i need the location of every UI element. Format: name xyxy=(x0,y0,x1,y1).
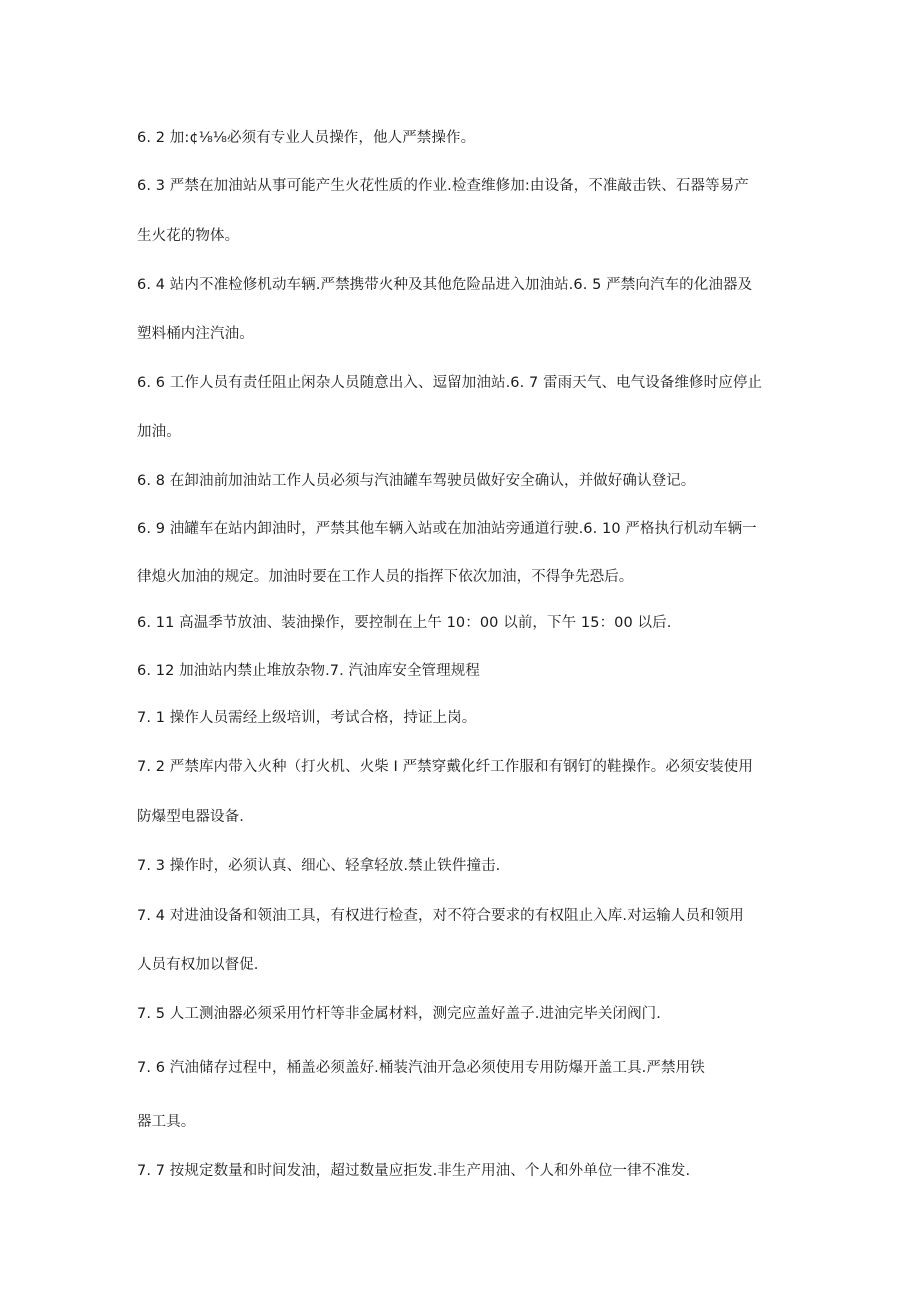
text-line-7-6: 7. 6 汽油储存过程中，桶盖必须盖好.桶装汽油开急必须使用专用防爆开盖工具.严禁用铁 xyxy=(137,1060,705,1076)
text-line-7-2-cont: 防爆型电器设备. xyxy=(137,809,244,825)
text-line-7-5: 7. 5 人工测油器必须采用竹杆等非金属材料，测完应盖好盖子.进油完毕关闭阀门. xyxy=(137,1006,661,1022)
text-line-6-4: 6. 4 站内不准检修机动车辆.严禁携带火种及其他危险品进入加油站.6. 5 严禁向汽车的化油器及 xyxy=(137,277,753,293)
text-line-6-6: 6. 6 工作人员有责任阻止闲杂人员随意出入、逗留加油站.6. 7 雷雨天气、电气设备维修时应停止 xyxy=(137,375,763,391)
text-line-7-4: 7. 4 对进油设备和领油工具，有权进行检查，对不符合要求的有权阻止入库.对运输人员和领用 xyxy=(137,908,744,924)
text-line-7-7: 7. 7 按规定数量和时间发油，超过数量应拒发.非生产用油、个人和外单位一律不准发. xyxy=(137,1163,691,1179)
text-line-6-5-cont: 塑料桶内注汽油。 xyxy=(137,326,254,342)
text-line-6-12: 6. 12 加油站内禁止堆放杂物.7. 汽油库安全管理规程 xyxy=(137,663,480,679)
text-line-6-7-cont: 加油。 xyxy=(137,424,181,440)
text-line-7-3: 7. 3 操作时，必须认真、细心、轻拿轻放.禁止铁件撞击. xyxy=(137,858,501,874)
text-line-7-1: 7. 1 操作人员需经上级培训，考试合格，持证上岗。 xyxy=(137,710,477,726)
text-line-6-2: 6. 2 加:¢⅛⅛必须有专业人员操作，他人严禁操作。 xyxy=(137,130,476,146)
text-line-6-3: 6. 3 严禁在加油站从事可能产生火花性质的作业.检查维修加:由设备，不准敲击铁、石器等易产 xyxy=(137,178,749,194)
text-line-7-2: 7. 2 严禁库内带入火种（打火机、火柴 I 严禁穿戴化纤工作服和有钢钉的鞋操作。必须安装使用 xyxy=(137,759,753,775)
text-line-7-4-cont: 人员有权加以督促. xyxy=(137,957,259,973)
text-line-6-8: 6. 8 在卸油前加油站工作人员必须与汽油罐车驾驶员做好安全确认，并做好确认登记。 xyxy=(137,473,696,489)
text-line-6-9: 6. 9 油罐车在站内卸油时，严禁其他车辆入站或在加油站旁通道行驶.6. 10 严格执行机动车辆一 xyxy=(137,521,757,537)
text-line-7-6-cont: 器工具。 xyxy=(137,1114,196,1130)
text-line-6-3-cont: 生火花的物体。 xyxy=(137,228,240,244)
text-line-6-10-cont: 律熄火加油的规定。加油时要在工作人员的指挥下依次加油，不得争先恐后。 xyxy=(137,569,634,585)
text-line-6-11: 6. 11 高温季节放油、装油操作，要控制在上午 10：00 以前，下午 15：00 以后. xyxy=(137,615,672,631)
